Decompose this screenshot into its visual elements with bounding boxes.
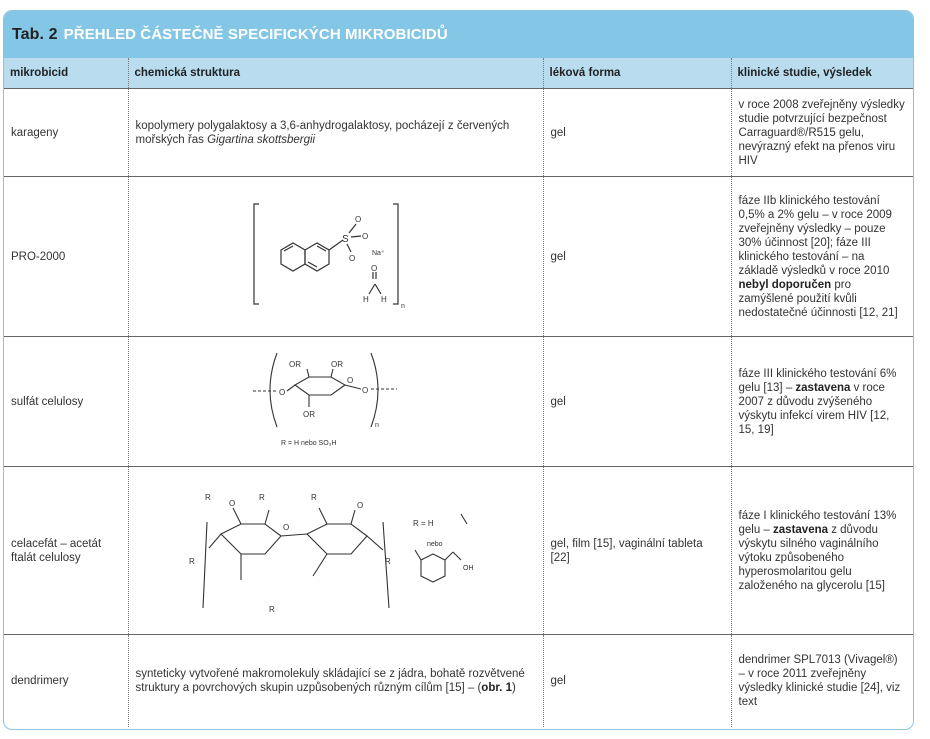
svg-text:R = H: R = H bbox=[412, 518, 434, 528]
dosage-form: gel bbox=[543, 337, 731, 467]
microbicide-name: sulfát celulosy bbox=[4, 337, 128, 467]
svg-text:R: R bbox=[310, 492, 317, 502]
table-header-row bbox=[4, 58, 913, 89]
clinical-study: fáze I klinického testování 13% gelu – zastavena z důvodu výskytu silného vaginálního výtoku způsobeného hyperosmolaritou gelu založeného na glycerolu [15] bbox=[731, 467, 913, 635]
svg-text:S: S bbox=[341, 233, 349, 245]
svg-text:R: R bbox=[384, 556, 391, 566]
svg-text:OH: OH bbox=[462, 564, 473, 572]
clinical-study: fáze IIb klinického testování 0,5% a 2% gelu – v roce 2009 zveřejněny výsledky – pouze 30% účinnost [20]; fáze III klinického testování – na základě výsledků v roce 2010 nebyl doporučen pro zamýšlené použití kvůli nedostatečné účinnosti [12, 21] bbox=[731, 177, 913, 337]
microbicide-name: dendrimery bbox=[4, 635, 128, 727]
svg-text:R: R bbox=[204, 492, 211, 502]
svg-text:R: R bbox=[268, 604, 275, 614]
svg-text:O: O bbox=[361, 385, 368, 395]
chemical-structure-diagram bbox=[128, 467, 543, 635]
table-title-bar bbox=[4, 11, 913, 58]
column-header: klinické studie, výsledek bbox=[731, 58, 913, 89]
svg-text:O: O bbox=[348, 253, 355, 263]
microbicide-name: karageny bbox=[4, 89, 128, 177]
svg-text:O: O bbox=[346, 375, 353, 385]
svg-text:O: O bbox=[356, 500, 363, 510]
svg-text:n: n bbox=[400, 302, 405, 310]
svg-text:Na⁺: Na⁺ bbox=[371, 249, 385, 257]
clinical-study: v roce 2008 zveřejněny výsledky studie potvrzující bezpečnost Carraguard®/R515 gelu, nevýrazný efekt na přenos viru HIV bbox=[731, 89, 913, 177]
column-header: chemická struktura bbox=[128, 58, 543, 89]
microbicide-name: PRO-2000 bbox=[4, 177, 128, 337]
svg-text:R = H nebo SO₃H: R = H nebo SO₃H bbox=[280, 439, 337, 447]
table-title: PŘEHLED ČÁSTEČNĚ SPECIFICKÝCH MIKROBICIDŮ bbox=[63, 26, 448, 43]
table-row bbox=[4, 177, 913, 337]
chemical-structure-diagram bbox=[128, 177, 543, 337]
svg-text:R: R bbox=[258, 492, 265, 502]
table-row bbox=[4, 467, 913, 635]
svg-text:nebo: nebo bbox=[426, 540, 443, 548]
column-header: léková forma bbox=[543, 58, 731, 89]
svg-text:OR: OR bbox=[330, 359, 343, 369]
svg-text:n: n bbox=[374, 421, 379, 429]
table-frame bbox=[3, 10, 914, 730]
chemical-structure-diagram bbox=[128, 337, 543, 467]
svg-text:O: O bbox=[282, 522, 289, 532]
svg-text:O: O bbox=[370, 263, 377, 273]
column-header: mikrobicid bbox=[4, 58, 128, 89]
svg-text:H: H bbox=[362, 294, 369, 304]
dosage-form: gel, film [15], vaginální tableta [22] bbox=[543, 467, 731, 635]
clinical-study: fáze III klinického testování 6% gelu [13] – zastavena v roce 2007 z důvodu zvýšeného výskytu infekcí virem HIV [12, 15, 19] bbox=[731, 337, 913, 467]
microbicide-name: celacefát – acetát ftalát celulosy bbox=[4, 467, 128, 635]
svg-text:H: H bbox=[380, 294, 387, 304]
svg-text:R: R bbox=[188, 556, 195, 566]
svg-text:OR: OR bbox=[302, 409, 315, 419]
cellulose-acetate-phthalate-structure bbox=[171, 484, 501, 614]
table-label: Tab. 2 bbox=[12, 25, 58, 43]
svg-text:OR: OR bbox=[288, 359, 301, 369]
table-row bbox=[4, 89, 913, 177]
svg-text:O: O bbox=[354, 214, 361, 224]
microbicide-table bbox=[4, 58, 913, 727]
dosage-form: gel bbox=[543, 635, 731, 727]
table-row bbox=[4, 337, 913, 467]
cellulose-sulfate-structure bbox=[251, 345, 421, 455]
dosage-form: gel bbox=[543, 89, 731, 177]
svg-text:O: O bbox=[361, 231, 368, 241]
chemical-structure-text: kopolymery polygalaktosy a 3,6-anhydrogalaktosy, pocházejí z červených mořských řas Gigartina skottsbergii bbox=[128, 89, 543, 177]
clinical-study: dendrimer SPL7013 (Vivagel®) – v roce 2011 zveřejněny výsledky klinické studie [24], viz text bbox=[731, 635, 913, 727]
chemical-structure-text: synteticky vytvořené makromolekuly skládající se z jádra, bohatě rozvětvené struktury a povrchových skupin uzpůsobených různým cílům [15] – (obr. 1) bbox=[128, 635, 543, 727]
svg-text:O: O bbox=[278, 387, 285, 397]
svg-text:O: O bbox=[228, 498, 235, 508]
dosage-form: gel bbox=[543, 177, 731, 337]
naphthalene-sulfonate-structure bbox=[251, 200, 421, 310]
table-row bbox=[4, 635, 913, 727]
